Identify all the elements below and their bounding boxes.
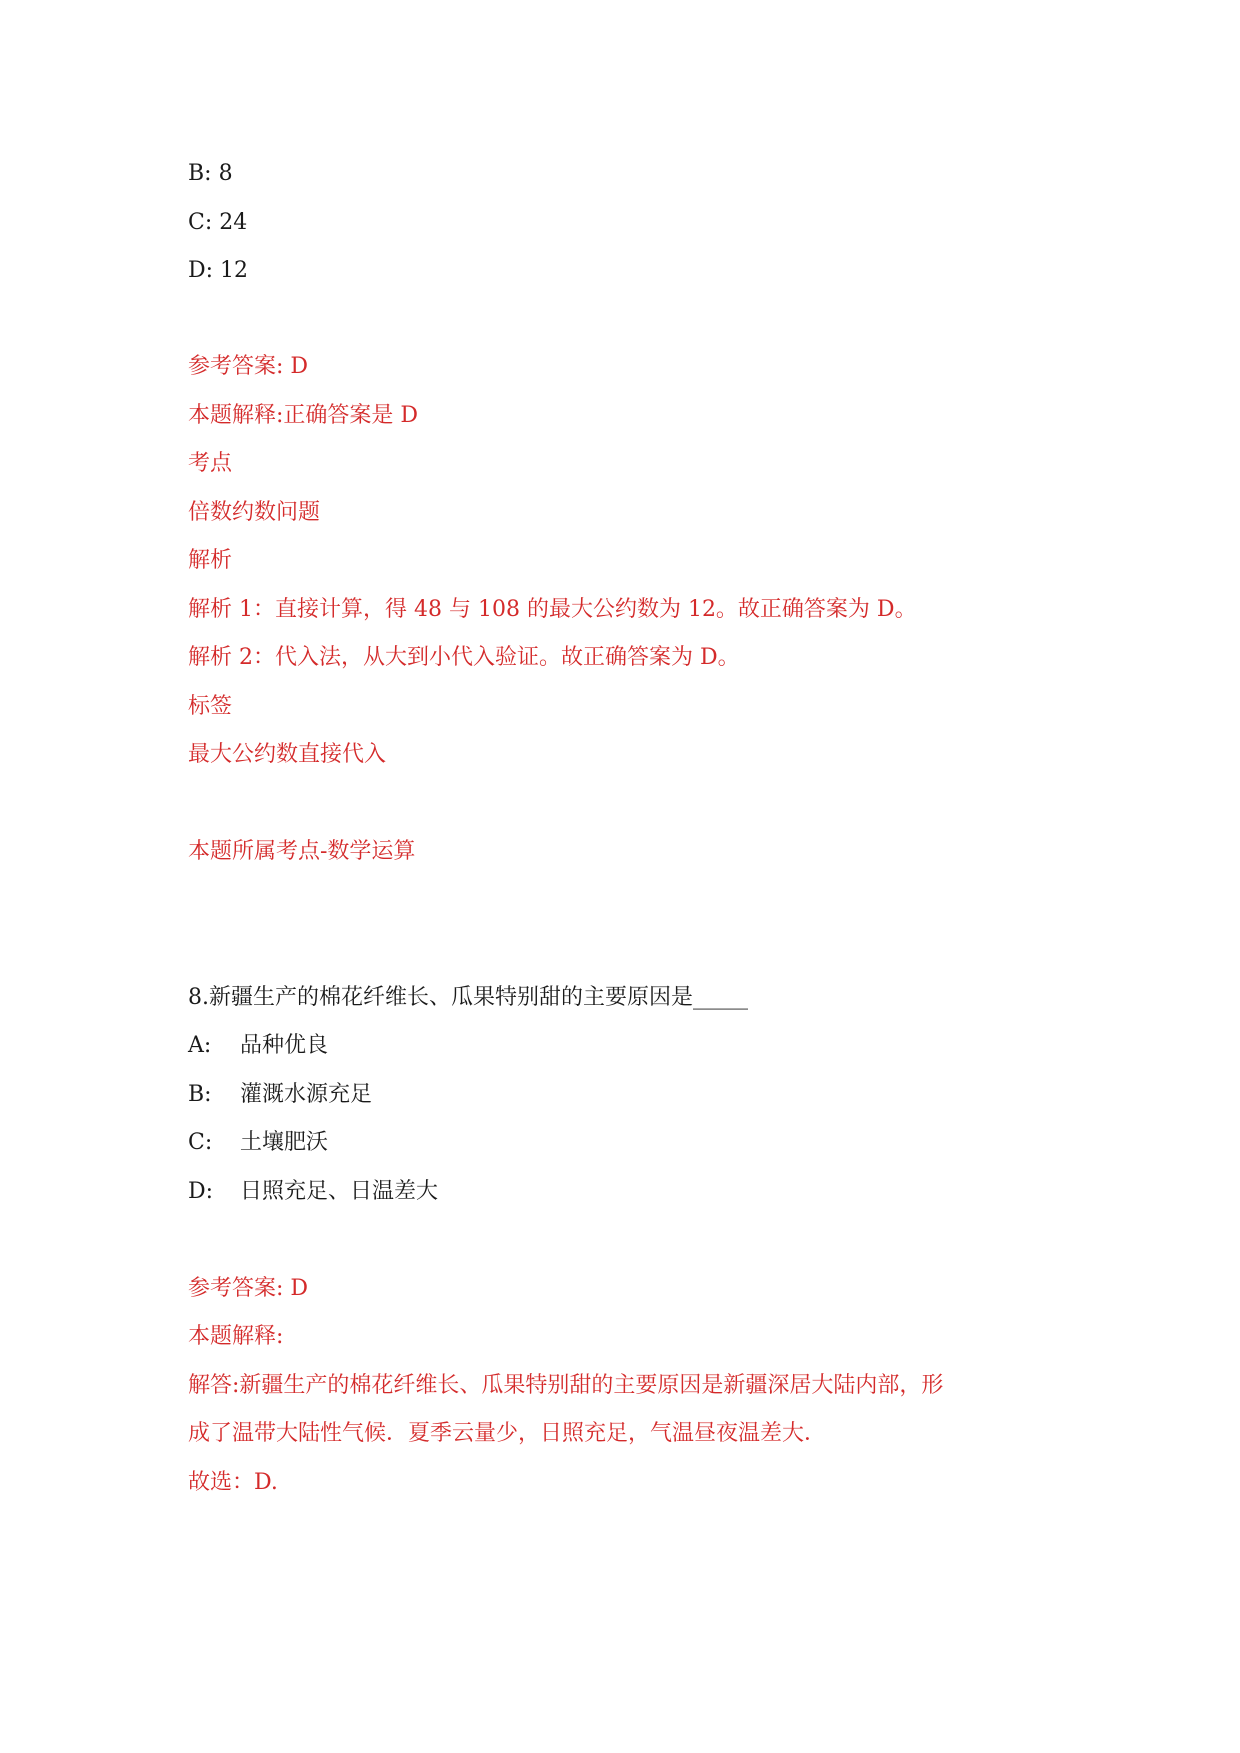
q8-option-d	[188, 1177, 438, 1207]
q8-option-b-text: 灌溉水源充足	[240, 1082, 373, 1107]
q8-option-c	[188, 1128, 328, 1158]
q7-explain-head: 本题解释:正确答案是 D	[188, 403, 419, 428]
q7-tag-label: 标签	[188, 694, 233, 719]
q7-kaodian: 倍数约数问题	[188, 500, 321, 525]
q7-category: 本题所属考点-数学运算	[188, 839, 416, 864]
q7-kaodian-label: 考点	[188, 451, 233, 476]
q8-option-a	[188, 1031, 328, 1061]
q7-jiexi-1: 解析 1：直接计算，得 48 与 108 的最大公约数为 12。故正确答案为 D。	[188, 597, 917, 622]
q8-explain-line-2: 成了温带大陆性气候．夏季云量少，日照充足，气温昼夜温差大．	[188, 1421, 827, 1446]
q8-option-a-text: 品种优良	[240, 1033, 329, 1058]
q7-option-c: C: 24	[188, 210, 248, 235]
q8-option-c-label: C:	[188, 1130, 213, 1155]
q7-jiexi-label: 解析	[188, 548, 233, 573]
q8-option-c-text: 土壤肥沃	[240, 1130, 329, 1155]
q7-option-d: D: 12	[188, 258, 249, 283]
q8-explain-line-1: 解答:新疆生产的棉花纤维长、瓜果特别甜的主要原因是新疆深居大陆内部，形	[188, 1373, 944, 1398]
q7-answer: 参考答案: D	[188, 354, 309, 379]
q7-option-b: B: 8	[188, 161, 233, 186]
q7-jiexi-2: 解析 2：代入法，从大到小代入验证。故正确答案为 D。	[188, 645, 740, 670]
q8-option-b	[188, 1080, 372, 1110]
q8-explain-head: 本题解释:	[188, 1324, 284, 1349]
q8-option-a-label: A:	[188, 1033, 212, 1058]
q8-option-d-text: 日照充足、日温差大	[240, 1179, 439, 1204]
q8-option-b-label: B:	[188, 1082, 212, 1107]
q8-option-d-label: D:	[188, 1179, 214, 1204]
q7-tags: 最大公约数直接代入	[188, 742, 387, 767]
q8-answer: 参考答案: D	[188, 1276, 309, 1301]
q8-question: 8.新疆生产的棉花纤维长、瓜果特别甜的主要原因是_____	[188, 985, 748, 1010]
q8-conclusion: 故选：D.	[188, 1470, 278, 1495]
